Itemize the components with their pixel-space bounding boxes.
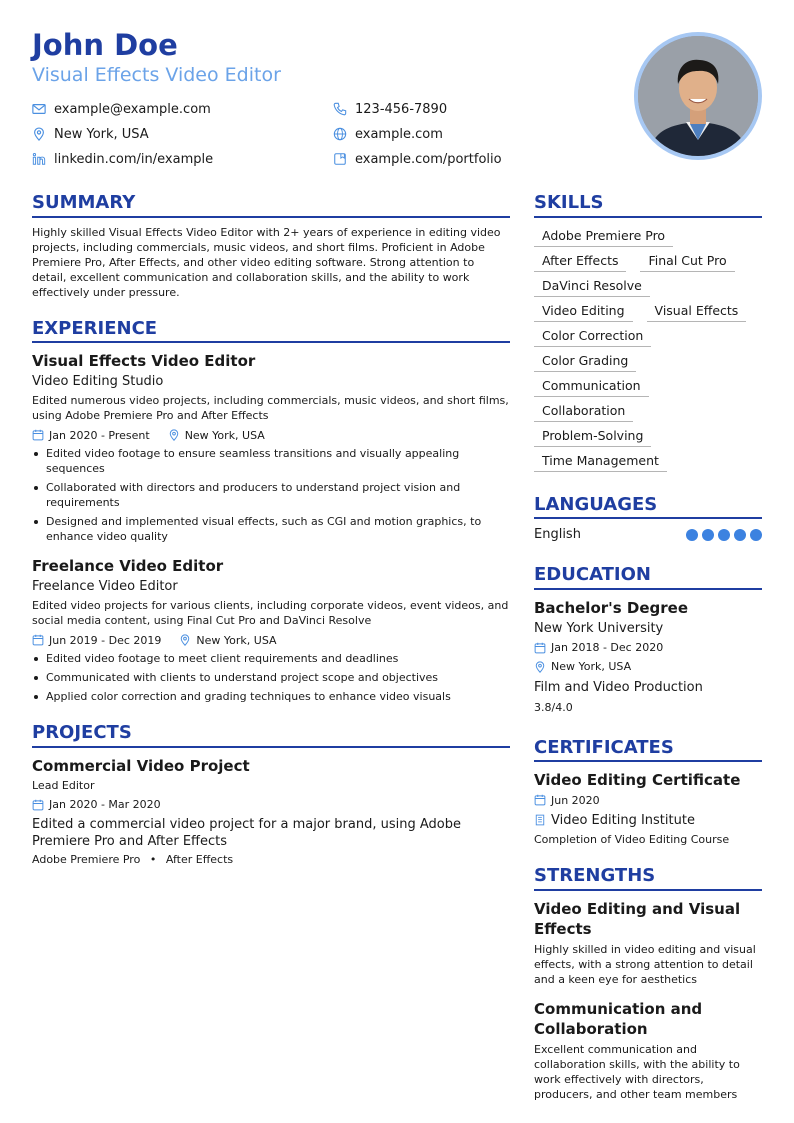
linkedin-text: linkedin.com/in/example [54,151,214,167]
phone-text: 123-456-7890 [355,101,448,117]
strength-text: Excellent communication and collaboration skills, with the ability to work effectively with directors, producers, and other team members [534,1042,740,1101]
company-name: Video Editing Studio [32,374,164,390]
skills-heading: SKILLS [534,192,762,218]
skills-list [534,226,762,476]
project-title: Commercial Video Project [32,756,250,775]
contact-linkedin[interactable] [32,150,213,168]
field-of-study: Film and Video Production [534,679,703,695]
phone-icon [333,102,347,116]
location-pin-icon [534,661,546,673]
education-location: New York, USA [551,660,632,674]
calendar-icon [32,429,44,441]
skill-tag: After Effects [534,251,626,272]
bullet-item: Communicated with clients to understand project scope and objectives [32,670,510,685]
location-pin-icon [32,127,46,141]
school-name: New York University [534,620,664,636]
language-item [534,527,762,542]
contact-portfolio[interactable] [333,150,502,168]
level-dot [686,529,698,541]
building-icon [534,814,546,826]
project-tools [32,852,510,867]
skill-tag: Time Management [534,451,667,472]
email-text: example@example.com [54,101,211,117]
separator-dot: • [149,852,157,866]
job-description: Edited numerous video projects, including commercials, music videos, and short films, using Adobe Premiere Pro and After Effects [32,394,509,423]
project-role: Lead Editor [32,778,95,792]
level-dot [750,529,762,541]
job-bullets [32,446,510,544]
company-name: Freelance Video Editor [32,579,178,595]
job-location: New York, USA [196,633,277,647]
strength-title: Video Editing and Visual Effects [534,899,741,938]
certificate-date-row [534,792,762,808]
calendar-icon [534,642,546,654]
location-text: New York, USA [54,126,149,142]
job-title: Freelance Video Editor [32,557,224,576]
certificate-description: Completion of Video Editing Course [534,833,730,847]
resume-header [32,30,762,180]
skill-tag: Final Cut Pro [640,251,734,272]
candidate-name: John Doe [32,28,178,62]
level-dot [702,529,714,541]
profile-photo [634,32,762,160]
skill-tag: Color Grading [534,351,636,372]
bullet-item: Edited video footage to meet client requirements and deadlines [32,651,510,666]
project-item [32,756,510,867]
strength-item [534,999,762,1102]
skill-tag: Collaboration [534,401,633,422]
contact-location [32,125,149,143]
certificate-item [534,770,762,847]
skill-tag: Color Correction [534,326,651,347]
summary-heading: SUMMARY [32,192,510,218]
location-pin-icon [168,429,180,441]
calendar-icon [534,794,546,806]
education-location-row [534,659,762,675]
experience-heading: EXPERIENCE [32,318,510,344]
bullet-item: Applied color correction and grading techniques to enhance video visuals [32,689,510,704]
job-location: New York, USA [184,428,265,442]
skill-tag: DaVinci Resolve [534,276,650,297]
education-heading: EDUCATION [534,564,762,590]
contact-phone[interactable] [333,100,447,118]
skill-tag: Visual Effects [647,301,747,322]
portfolio-text: example.com/portfolio [355,151,502,167]
job-meta [32,632,510,648]
level-dot [718,529,730,541]
job-description: Edited video projects for various clients, including corporate videos, event videos, and social media content, using Final Cut Pro and DaVinci Resolve [32,599,509,628]
strength-item [534,899,762,987]
contact-email[interactable] [32,100,211,118]
project-meta [32,797,510,813]
certificate-issuer: Video Editing Institute [551,812,695,828]
job-dates: Jun 2019 - Dec 2019 [49,633,162,647]
project-dates: Jan 2020 - Mar 2020 [49,798,161,812]
job-title: Visual Effects Video Editor [32,352,256,371]
website-text: example.com [355,126,443,142]
bullet-item: Edited video footage to ensure seamless transitions and visually appealing sequences [32,446,510,476]
strength-title: Communication and Collaboration [534,999,703,1038]
languages-heading: LANGUAGES [534,494,762,520]
right-column [534,192,762,1102]
job-dates: Jan 2020 - Present [49,428,150,442]
degree: Bachelor's Degree [534,598,688,617]
education-item [534,598,762,715]
location-pin-icon [179,634,191,646]
person-portrait-icon [638,36,758,156]
certificate-date: Jun 2020 [551,793,600,807]
job-meta [32,427,510,443]
portfolio-icon [333,152,347,166]
project-tool: Adobe Premiere Pro [32,852,141,866]
certificate-title: Video Editing Certificate [534,771,741,790]
contact-website[interactable] [333,125,443,143]
experience-item [32,351,510,544]
calendar-icon [32,634,44,646]
linkedin-icon [32,152,46,166]
gpa: 3.8/4.0 [534,700,573,714]
skill-tag: Communication [534,376,649,397]
level-dot [734,529,746,541]
certificate-issuer-row [534,812,762,828]
experience-item [32,556,510,704]
language-level-dots [682,529,762,541]
job-bullets [32,651,510,704]
summary-text: Highly skilled Visual Effects Video Editor with 2+ years of experience in editing video projects, including commercials, music videos, and short films. Proficient in Adobe Premiere Pro, After Effects, and other video editing software. Strong attention to detail, excellent communication and collaboration skills, and the ability to work effectively under pressure. [32,225,501,299]
strengths-heading: STRENGTHS [534,865,762,891]
strength-text: Highly skilled in video editing and visual effects, with a strong attention to detail and a keen eye for aesthetics [534,942,756,986]
left-column [32,192,510,867]
education-dates: Jan 2018 - Dec 2020 [551,641,664,655]
bullet-item: Designed and implemented visual effects, such as CGI and motion graphics, to enhance video quality [32,514,510,544]
skill-tag: Video Editing [534,301,633,322]
skill-tag: Adobe Premiere Pro [534,226,673,247]
email-icon [32,102,46,116]
certificates-heading: CERTIFICATES [534,737,762,763]
globe-icon [333,127,347,141]
skill-tag: Problem-Solving [534,426,651,447]
bullet-item: Collaborated with directors and producers to understand project vision and requirements [32,480,510,510]
project-description: Edited a commercial video project for a major brand, using Adobe Premiere Pro and After Effects [32,816,461,849]
projects-heading: PROJECTS [32,722,510,748]
language-name: English [534,527,581,543]
education-dates-row [534,640,762,656]
project-tool: After Effects [165,852,234,866]
calendar-icon [32,799,44,811]
candidate-title: Visual Effects Video Editor [32,63,281,86]
